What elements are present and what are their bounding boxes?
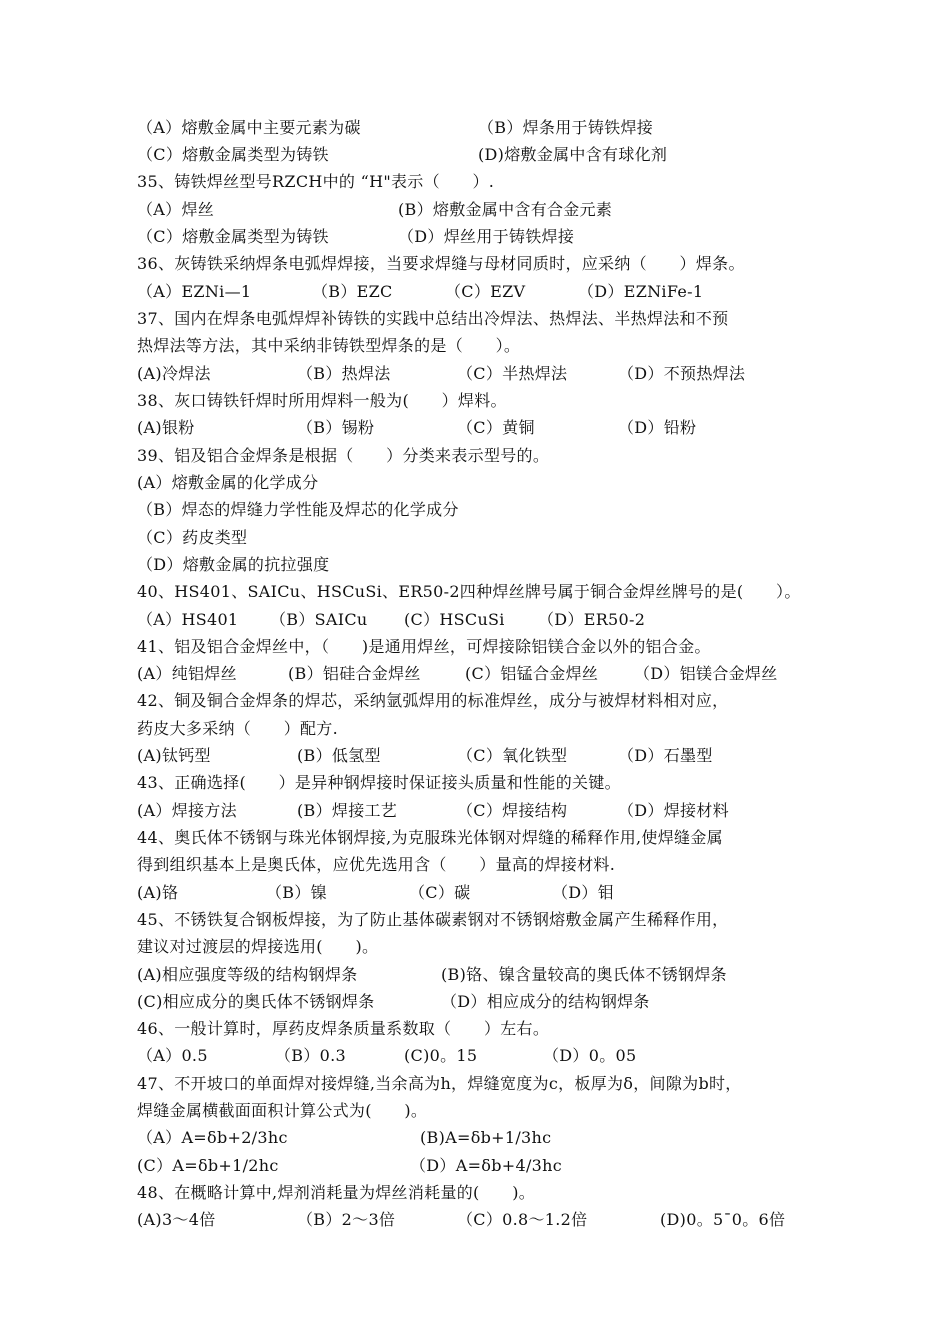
option-text: （B）0.3 [275, 1046, 347, 1065]
option-text: （B）焊态的焊缝力学性能及焊芯的化学成分 [137, 500, 459, 519]
option-text: （D）焊丝用于铸铁焊接 [398, 227, 575, 246]
option-text: （B）锡粉 [297, 418, 375, 437]
question-text: 44、奥氏体不锈钢与珠光体钢焊接,为克服珠光体钢对焊缝的稀释作用,使焊缝金属 [137, 828, 723, 847]
question-text: 45、不锈铁复合钢板焊接，为了防止基体碳素钢对不锈钢熔敷金属产生稀释作用， [137, 910, 729, 929]
option-text: （B）焊条用于铸铁焊接 [478, 118, 654, 137]
option-text: (A）纯铝焊丝 [137, 664, 237, 683]
option-text: （C）半热焊法 [457, 364, 568, 383]
option-text: （D）ER50-2 [538, 610, 646, 629]
option-text: （D）铝镁合金焊丝 [634, 664, 778, 683]
option-text: （A）A=δb+2/3hc [137, 1128, 288, 1147]
option-text: （D）熔敷金属的抗拉强度 [137, 555, 330, 574]
option-text: （C）EZV [445, 282, 526, 301]
option-text: （C）焊接结构 [457, 801, 568, 820]
option-text: （B）SAICu [270, 610, 368, 629]
option-text: （D）A=δb+4/3hc [410, 1156, 562, 1175]
option-text: (C）铝锰合金焊丝 [465, 664, 599, 683]
option-text: (A)银粉 [137, 418, 195, 437]
question-text: 得到组织基本上是奥氏体，应优先选用含（ ）量高的焊接材料. [137, 855, 616, 874]
option-text: （A）焊丝 [137, 200, 215, 219]
option-text: (A)冷焊法 [137, 364, 211, 383]
question-text: 40、HS401、SAICu、HSCuSi、ER50-2四种焊丝牌号属于铜合金焊丝牌号的是( ）。 [137, 582, 801, 601]
option-text: （C）熔敷金属类型为铸铁 [137, 145, 329, 164]
question-text: 37、国内在焊条电弧焊焊补铸铁的实践中总结出冷焊法、热焊法、半热焊法和不预 [137, 309, 729, 328]
question-text: 42、铜及铜合金焊条的焊芯，采纳氩弧焊用的标准焊丝，成分与被焊材料相对应， [137, 691, 729, 710]
option-text: （C）碳 [409, 883, 471, 902]
option-text: (C)相应成分的奥氏体不锈钢焊条 [137, 992, 375, 1011]
question-text: 热焊法等方法，其中采纳非铸铁型焊条的是（ ）。 [137, 336, 521, 355]
option-text: （B）EZC [312, 282, 393, 301]
option-text: （D）石墨型 [618, 746, 713, 765]
option-text: （C）0.8～1.2倍 [457, 1210, 588, 1229]
option-text: (C）A=δb+1/2hc [137, 1156, 279, 1175]
question-text: 36、灰铸铁采纳焊条电弧焊焊接，当要求焊缝与母材同质时，应采纳（ ）焊条。 [137, 254, 745, 273]
option-text: （D）相应成分的结构钢焊条 [441, 992, 650, 1011]
question-text: 35、铸铁焊丝型号RZCH中的 “H"表示（ ）. [137, 172, 495, 191]
question-text: 43、正确选择( ）是异种钢焊接时保证接头质量和性能的关键。 [137, 773, 621, 792]
option-text: （C）氧化铁型 [457, 746, 568, 765]
option-text: (D)0。5¯0。6倍 [660, 1210, 786, 1229]
option-text: (A）焊接方法 [137, 801, 237, 820]
option-text: (A)铬 [137, 883, 179, 902]
option-text: （D）0。05 [543, 1046, 637, 1065]
option-text: （B）镍 [266, 883, 327, 902]
option-text: （D）EZNiFe-1 [578, 282, 704, 301]
option-text: （A）熔敷金属中主要元素为碳 [137, 118, 361, 137]
question-text: 46、一般计算时，厚药皮焊条质量系数取（ ）左右。 [137, 1019, 550, 1038]
option-text: （C）熔敷金属类型为铸铁 [137, 227, 329, 246]
option-text: （A）0.5 [137, 1046, 208, 1065]
option-text: (C）HSCuSi [404, 610, 505, 629]
option-text: （D）不预热焊法 [618, 364, 746, 383]
option-text: （D）铅粉 [618, 418, 697, 437]
question-text: 38、灰口铸铁钎焊时所用焊料一般为( ）焊料。 [137, 391, 507, 410]
question-text: 48、在概略计算中,焊剂消耗量为焊丝消耗量的( )。 [137, 1183, 536, 1202]
option-text: (B)铬、镍含量较高的奥氏体不锈钢焊条 [441, 965, 727, 984]
question-text: 47、不开坡口的单面焊对接焊缝,当余高为h，焊缝宽度为c，板厚为δ，间隙为b时， [137, 1074, 742, 1093]
option-text: （C）黄铜 [457, 418, 535, 437]
option-text: (A)3～4倍 [137, 1210, 216, 1229]
option-text: （D）焊接材料 [618, 801, 729, 820]
option-text: （A）EZNi—1 [137, 282, 252, 301]
question-text: 焊缝金属横截面面积计算公式为( )。 [137, 1101, 428, 1120]
option-text: (A)相应强度等级的结构钢焊条 [137, 965, 358, 984]
option-text: （A）HS401 [137, 610, 239, 629]
option-text: (A）熔敷金属的化学成分 [137, 473, 319, 492]
option-text: (A)钛钙型 [137, 746, 211, 765]
option-text: (D)熔敷金属中含有球化剂 [478, 145, 668, 164]
option-text: （B）热焊法 [297, 364, 391, 383]
option-text: (B）焊接工艺 [297, 801, 398, 820]
option-text: （D）钼 [552, 883, 615, 902]
option-text: （B）2～3倍 [297, 1210, 396, 1229]
option-text: (B）低氢型 [297, 746, 381, 765]
option-text: （C）药皮类型 [137, 528, 248, 547]
option-text: (C)0。15 [404, 1046, 478, 1065]
question-text: 41、铝及铝合金焊丝中，（ )是通用焊丝，可焊接除铝镁合金以外的铝合金。 [137, 637, 711, 656]
option-text: (B）铝硅合金焊丝 [288, 664, 421, 683]
question-text: 39、铝及铝合金焊条是根据（ ）分类来表示型号的。 [137, 446, 550, 465]
question-text: 建议对过渡层的焊接选用( )。 [137, 937, 379, 956]
option-text: (B）熔敷金属中含有合金元素 [398, 200, 613, 219]
option-text: (B)A=δb+1/3hc [420, 1128, 552, 1147]
question-text: 药皮大多采纳（ ）配方. [137, 719, 338, 738]
